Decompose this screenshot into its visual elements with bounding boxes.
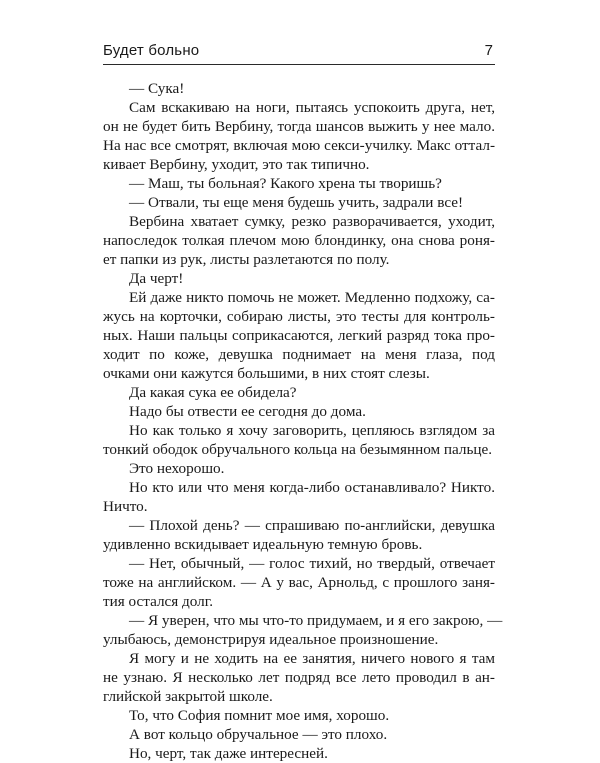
text-line: глийской закрытой школе. xyxy=(103,688,273,705)
running-header xyxy=(103,40,495,65)
text-line: Надо бы отвести ее сегодня до дома. xyxy=(129,403,366,420)
text-line: он не будет бить Вербину, тогда шансов выжить у нее мало. xyxy=(103,118,495,135)
text-line: — Сука! xyxy=(129,80,185,97)
text-line: А вот кольцо обручальное — это плохо. xyxy=(129,726,388,743)
text-line: То, что София помнит мое имя, хорошо. xyxy=(129,707,390,724)
text-line: Ей даже никто помочь не может. Медленно подхожу, са- xyxy=(129,289,495,306)
paragraph xyxy=(103,193,495,212)
paragraph xyxy=(103,649,495,706)
paragraph xyxy=(103,478,495,516)
page-number: 7 xyxy=(484,42,493,59)
text-line: Да какая сука ее обидела? xyxy=(129,384,297,401)
book-title: Будет больно xyxy=(103,42,200,59)
paragraph xyxy=(103,212,495,269)
text-line: тонкий ободок обручального кольца на безымянном пальце. xyxy=(103,441,493,458)
paragraph xyxy=(103,706,495,725)
text-line: тоже на английском. — А у вас, Арнольд, с прошлого заня- xyxy=(103,574,495,591)
paragraph xyxy=(103,269,495,288)
paragraph xyxy=(103,516,495,554)
paragraph xyxy=(103,725,495,744)
paragraph xyxy=(103,554,495,611)
paragraph xyxy=(103,402,495,421)
text-line: Ничто. xyxy=(103,498,148,515)
text-line: кивает Вербину, уходит, это так типично. xyxy=(103,156,370,173)
text-line: ных. Наши пальцы соприкасаются, легкий разряд тока про- xyxy=(103,327,495,344)
text-line: ходит по коже, девушка поднимает на меня глаза, под xyxy=(103,346,495,363)
text-line: Вербина хватает сумку, резко разворачивается, уходит, xyxy=(129,213,495,230)
text-line: — Плохой день? — спрашиваю по-английски, девушка xyxy=(129,517,495,534)
paragraph xyxy=(103,174,495,193)
text-line: удивленно вскидывает идеальную темную бровь. xyxy=(103,536,423,553)
text-line: очками они кажутся большими, в них стоят слезы. xyxy=(103,365,430,382)
text-line: Это нехорошо. xyxy=(129,460,225,477)
text-line: — Отвали, ты еще меня будешь учить, задрали все! xyxy=(129,194,464,211)
text-line: Сам вскакиваю на ноги, пытаясь успокоить друга, нет, xyxy=(129,99,495,116)
paragraph xyxy=(103,744,495,763)
paragraph xyxy=(103,611,503,649)
text-line: Но кто или что меня когда-либо останавливало? Никто. xyxy=(129,479,495,496)
paragraph xyxy=(103,459,495,478)
paragraph xyxy=(103,79,495,98)
text-line: Но как только я хочу заговорить, цепляюсь взглядом за xyxy=(129,422,495,439)
paragraph xyxy=(103,383,495,402)
text-line: — Маш, ты больная? Какого хрена ты творишь? xyxy=(129,175,442,192)
text-line: улыбаюсь, демонстрируя идеальное произношение. xyxy=(103,631,439,648)
text-line: Я могу и не ходить на ее занятия, ничего нового я там xyxy=(129,650,495,667)
text-line: ет папки из рук, листы разлетаются по полу. xyxy=(103,251,390,268)
text-line: не узнаю. Я несколько лет подряд все лето проводил в ан- xyxy=(103,669,495,686)
text-line: тия остался долг. xyxy=(103,593,214,610)
paragraph xyxy=(103,98,495,174)
body-text xyxy=(103,79,503,763)
text-line: — Я уверен, что мы что-то придумаем, и я его закрою, — xyxy=(129,612,503,629)
text-line: напоследок толкая плечом мою блондинку, она снова роня- xyxy=(103,232,495,249)
text-line: Но, черт, так даже интересней. xyxy=(129,745,328,762)
paragraph xyxy=(103,288,495,383)
text-line: Да черт! xyxy=(129,270,184,287)
paragraph xyxy=(103,421,495,459)
text-line: На нас все смотрят, включая мою секси-училку. Макс оттал- xyxy=(103,137,495,154)
text-line: жусь на корточки, собираю листы, это тесты для контроль- xyxy=(103,308,495,325)
text-line: — Нет, обычный, — голос тихий, но твердый, отвечает xyxy=(129,555,495,572)
